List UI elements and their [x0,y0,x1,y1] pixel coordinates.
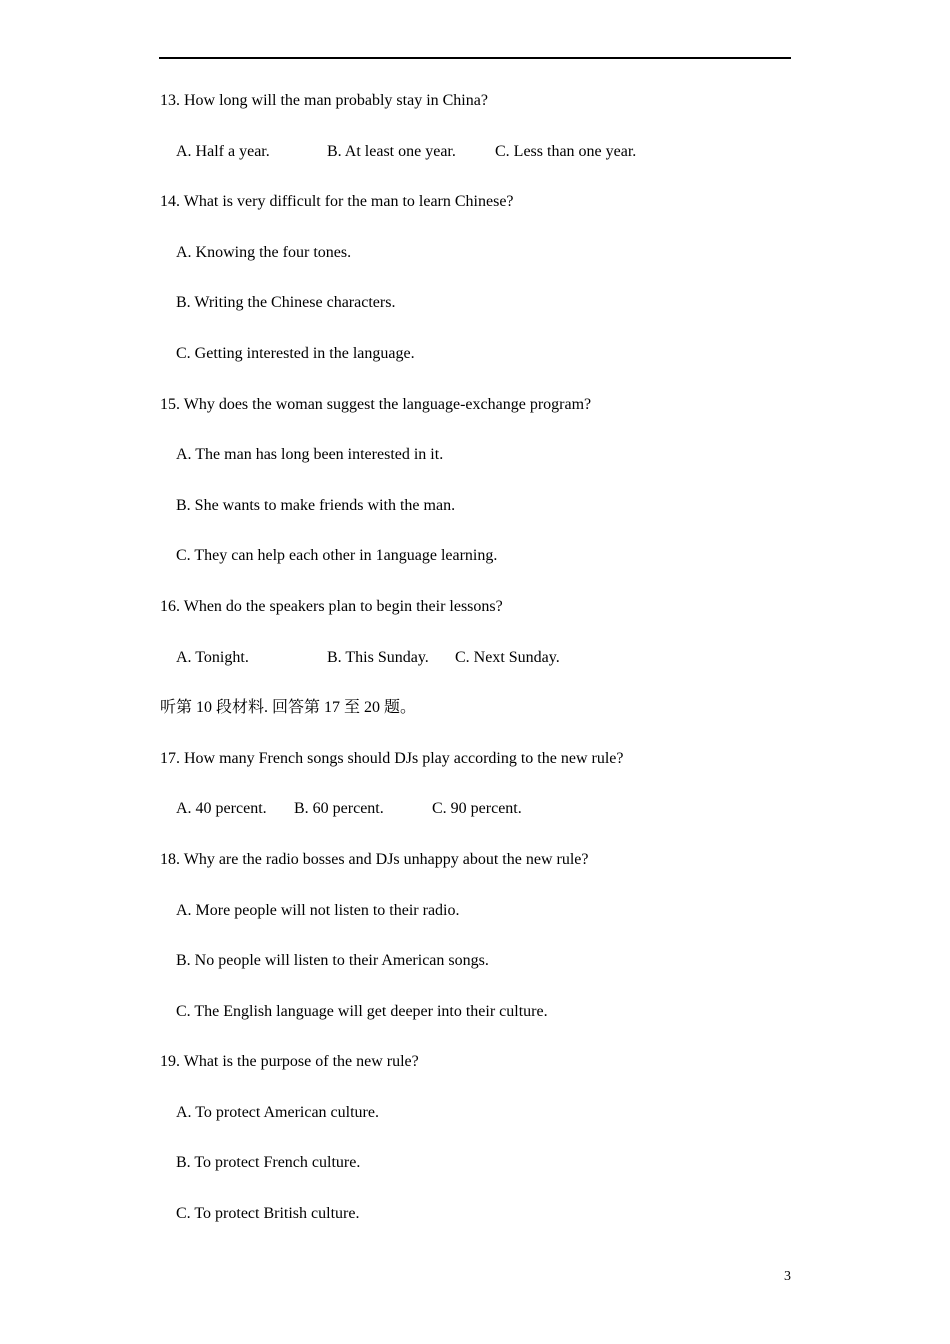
header-rule [159,57,791,59]
question-13-options [0,142,950,193]
question-16-option-b: B. This Sunday. [327,648,429,666]
question-18-option-b: B. No people will listen to their American songs. [176,952,489,970]
question-18-option-a: A. More people will not listen to their radio. [176,901,460,919]
question-15-stem: 15. Why does the woman suggest the language-exchange program? [160,395,592,413]
question-14-stem: 14. What is very difficult for the man to learn Chinese? [160,193,514,211]
question-18-option-c: C. The English language will get deeper into their culture. [176,1002,548,1020]
question-17-option-a: A. 40 percent. [176,800,267,818]
question-16-option-a: A. Tonight. [176,648,249,666]
question-13-option-b: B. At least one year. [327,142,456,160]
question-19-option-c: C. To protect British culture. [176,1205,360,1223]
question-14-option-a: A. Knowing the four tones. [176,243,352,261]
question-13-option-a: A. Half a year. [176,142,270,160]
question-15-option-b: B. She wants to make friends with the man. [176,496,456,514]
question-14-option-c: C. Getting interested in the language. [176,344,415,362]
question-19-option-b: B. To protect French culture. [176,1154,361,1172]
question-15-option-a: A. The man has long been interested in it. [176,446,444,464]
question-list [0,91,950,1255]
question-16-stem: 16. When do the speakers plan to begin their lessons? [160,597,503,615]
question-17-stem: 17. How many French songs should DJs play according to the new rule? [160,749,624,767]
question-13-stem: 13. How long will the man probably stay in China? [160,92,488,109]
question-19-option-a: A. To protect American culture. [176,1103,379,1121]
question-17-option-c: C. 90 percent. [432,800,522,818]
question-17-options [0,799,950,850]
question-17-option-b: B. 60 percent. [294,800,384,818]
question-14-option-b: B. Writing the Chinese characters. [176,294,396,312]
question-13-option-c: C. Less than one year. [495,142,637,160]
question-15-option-c: C. They can help each other in 1anguage learning. [176,547,498,565]
question-16-options [0,648,950,699]
section-10-instruction: 听第 10 段材料. 回答第 17 至 20 题。 [160,699,417,717]
question-16-option-c: C. Next Sunday. [455,648,560,666]
question-18-stem: 18. Why are the radio bosses and DJs unhappy about the new rule? [160,850,589,868]
question-19-stem: 19. What is the purpose of the new rule? [160,1053,419,1071]
page-number: 3 [784,1269,791,1284]
